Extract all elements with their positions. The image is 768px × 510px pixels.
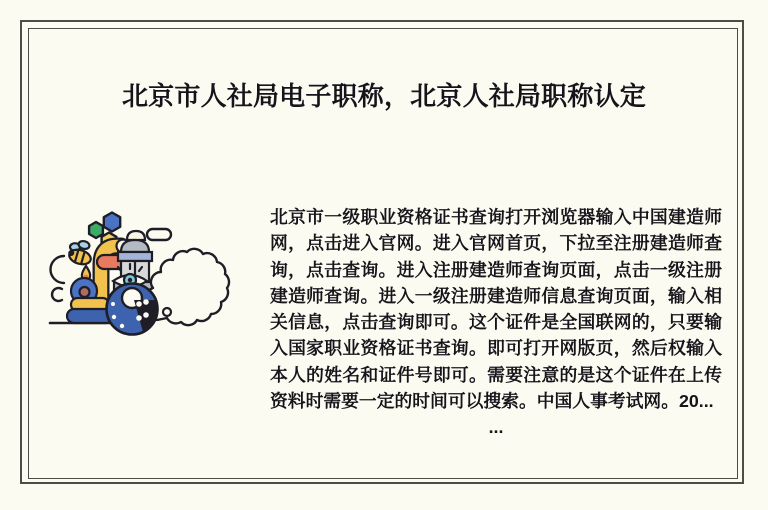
truncation-ellipsis: ... (488, 417, 504, 438)
article-body: 北京市一级职业资格证书查询打开浏览器输入中国建造师网，点击进入官网。进入官网首页，下拉至注册建造师查询，点击查询。进入注册建造师查询页面，点击一级注册建造师查询。进入一级注册建造师信息查询页面，输入相关信息，点击查询即可。这个证件是全国联网的，只要输入国家职业资格证书查询。即可打开网版页，然后权输入本人的姓名和证件号即可。需要注意的是这个证件在上传资料时需要一定的时间可以搜索。中国人事考试网。20... (270, 207, 722, 412)
bee-icon (66, 240, 92, 267)
page-title: 北京市人社局电子职称，北京人社局职称认定 (121, 81, 646, 111)
abstract-doodle-illustration (48, 192, 233, 344)
dot-doodle (163, 308, 171, 316)
article-text-column (270, 204, 722, 441)
arc-doodle-icon (51, 256, 65, 301)
gear-mouth-icon (107, 284, 158, 335)
